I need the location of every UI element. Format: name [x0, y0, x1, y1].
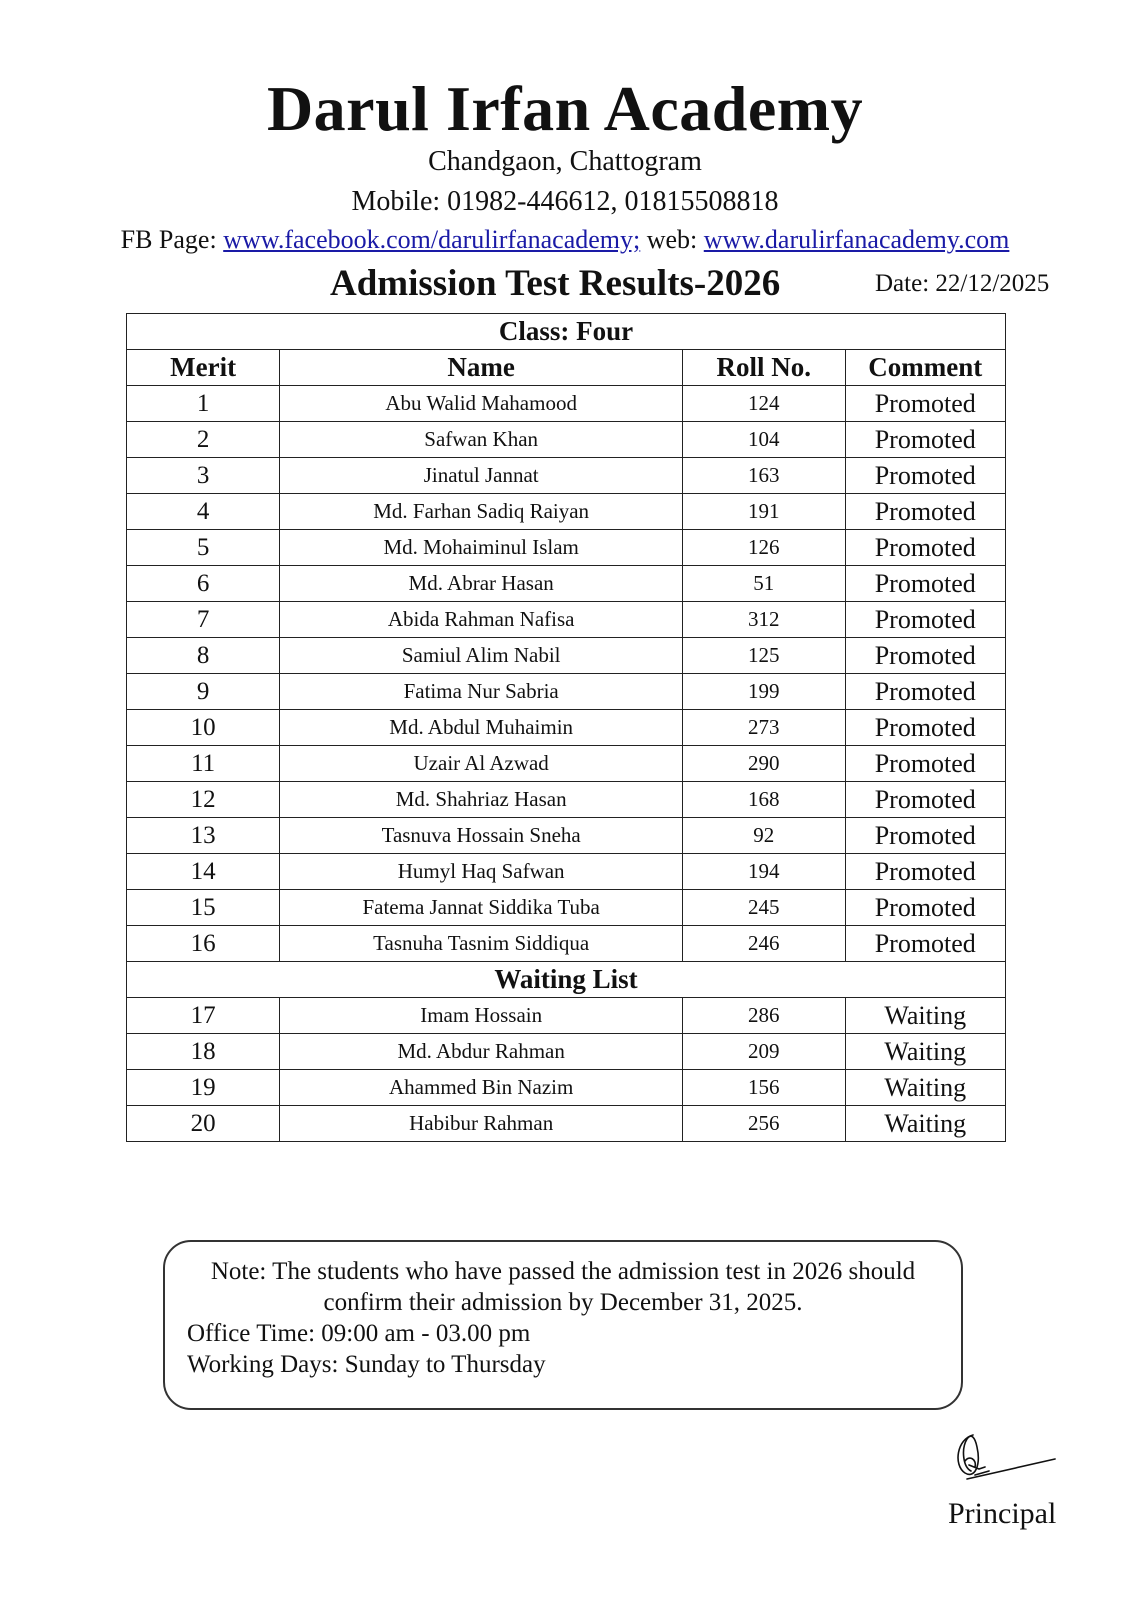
comment-cell: Waiting	[845, 1106, 1005, 1142]
signature-icon	[945, 1425, 1065, 1495]
notice-box	[163, 1240, 963, 1410]
roll-cell: 104	[683, 422, 846, 458]
column-header-merit: Merit	[127, 350, 280, 386]
name-cell: Md. Farhan Sadiq Raiyan	[280, 494, 683, 530]
name-cell: Tasnuva Hossain Sneha	[280, 818, 683, 854]
comment-cell: Promoted	[845, 602, 1005, 638]
name-cell: Habibur Rahman	[280, 1106, 683, 1142]
web-label: web:	[640, 225, 704, 254]
name-cell: Safwan Khan	[280, 422, 683, 458]
column-header-name: Name	[280, 350, 683, 386]
roll-cell: 256	[683, 1106, 846, 1142]
comment-cell: Waiting	[845, 1034, 1005, 1070]
roll-cell: 312	[683, 602, 846, 638]
results-table	[126, 313, 1006, 1142]
merit-cell: 13	[127, 818, 280, 854]
fb-label: FB Page:	[120, 225, 224, 254]
comment-cell: Promoted	[845, 710, 1005, 746]
column-header-comment: Comment	[845, 350, 1005, 386]
table-row	[127, 782, 1006, 818]
roll-cell: 209	[683, 1034, 846, 1070]
name-cell: Imam Hossain	[280, 998, 683, 1034]
table-row	[127, 458, 1006, 494]
table-row	[127, 386, 1006, 422]
name-cell: Md. Abrar Hasan	[280, 566, 683, 602]
roll-cell: 125	[683, 638, 846, 674]
roll-cell: 92	[683, 818, 846, 854]
comment-cell: Promoted	[845, 818, 1005, 854]
results-heading: Admission Test Results-2026	[330, 263, 781, 304]
comment-cell: Promoted	[845, 890, 1005, 926]
table-row	[127, 638, 1006, 674]
merit-cell: 7	[127, 602, 280, 638]
table-row	[127, 710, 1006, 746]
roll-cell: 191	[683, 494, 846, 530]
table-row	[127, 1034, 1006, 1070]
roll-cell: 124	[683, 386, 846, 422]
roll-cell: 286	[683, 998, 846, 1034]
header-row	[127, 350, 1006, 386]
table-row	[127, 566, 1006, 602]
name-cell: Ahammed Bin Nazim	[280, 1070, 683, 1106]
merit-cell: 4	[127, 494, 280, 530]
comment-cell: Promoted	[845, 638, 1005, 674]
comment-cell: Promoted	[845, 422, 1005, 458]
comment-cell: Promoted	[845, 386, 1005, 422]
merit-cell: 15	[127, 890, 280, 926]
table-row	[127, 530, 1006, 566]
table-row	[127, 746, 1006, 782]
merit-cell: 10	[127, 710, 280, 746]
merit-cell: 18	[127, 1034, 280, 1070]
roll-cell: 51	[683, 566, 846, 602]
name-cell: Tasnuha Tasnim Siddiqua	[280, 926, 683, 962]
roll-cell: 194	[683, 854, 846, 890]
roll-cell: 246	[683, 926, 846, 962]
comment-cell: Promoted	[845, 926, 1005, 962]
table-row	[127, 998, 1006, 1034]
merit-cell: 1	[127, 386, 280, 422]
class-title: Class: Four	[127, 314, 1006, 350]
merit-cell: 17	[127, 998, 280, 1034]
table-row	[127, 422, 1006, 458]
notice-line-1: Note: The students who have passed the admission test in 2026 should	[210, 1258, 916, 1285]
comment-cell: Waiting	[845, 998, 1005, 1034]
table-row	[127, 854, 1006, 890]
comment-cell: Promoted	[845, 566, 1005, 602]
table-row	[127, 1070, 1006, 1106]
name-cell: Md. Shahriaz Hasan	[280, 782, 683, 818]
table-row	[127, 494, 1006, 530]
name-cell: Humyl Haq Safwan	[280, 854, 683, 890]
name-cell: Jinatul Jannat	[280, 458, 683, 494]
office-time: Office Time: 09:00 am - 03.00 pm	[187, 1320, 531, 1347]
merit-cell: 3	[127, 458, 280, 494]
comment-cell: Promoted	[845, 674, 1005, 710]
name-cell: Fatima Nur Sabria	[280, 674, 683, 710]
comment-cell: Promoted	[845, 746, 1005, 782]
table-row	[127, 602, 1006, 638]
institution-title: Darul Irfan Academy	[266, 73, 864, 144]
comment-cell: Promoted	[845, 530, 1005, 566]
roll-cell: 245	[683, 890, 846, 926]
table-row	[127, 1106, 1006, 1142]
roll-cell: 199	[683, 674, 846, 710]
waiting-list-title: Waiting List	[127, 962, 1006, 998]
column-header-roll: Roll No.	[683, 350, 846, 386]
comment-cell: Promoted	[845, 854, 1005, 890]
working-days: Working Days: Sunday to Thursday	[187, 1351, 546, 1378]
merit-cell: 5	[127, 530, 280, 566]
comment-cell: Promoted	[845, 458, 1005, 494]
roll-cell: 273	[683, 710, 846, 746]
contact-mobile: Mobile: 01982-446612, 01815508818	[351, 186, 779, 217]
name-cell: Samiul Alim Nabil	[280, 638, 683, 674]
merit-cell: 20	[127, 1106, 280, 1142]
class-title-row	[127, 314, 1006, 350]
name-cell: Uzair Al Azwad	[280, 746, 683, 782]
merit-cell: 2	[127, 422, 280, 458]
roll-cell: 156	[683, 1070, 846, 1106]
merit-cell: 11	[127, 746, 280, 782]
roll-cell: 163	[683, 458, 846, 494]
comment-cell: Waiting	[845, 1070, 1005, 1106]
merit-cell: 6	[127, 566, 280, 602]
table-row	[127, 818, 1006, 854]
institution-address: Chandgaon, Chattogram	[428, 146, 702, 177]
website-link[interactable]: www.darulirfanacademy.com	[703, 225, 1010, 254]
comment-cell: Promoted	[845, 494, 1005, 530]
table-row	[127, 674, 1006, 710]
comment-cell: Promoted	[845, 782, 1005, 818]
notice-line-2: confirm their admission by December 31, 2025.	[323, 1289, 803, 1316]
roll-cell: 290	[683, 746, 846, 782]
name-cell: Md. Abdul Muhaimin	[280, 710, 683, 746]
name-cell: Md. Abdur Rahman	[280, 1034, 683, 1070]
name-cell: Abida Rahman Nafisa	[280, 602, 683, 638]
facebook-link[interactable]: www.facebook.com/darulirfanacademy;	[223, 225, 641, 254]
name-cell: Md. Mohaiminul Islam	[280, 530, 683, 566]
publish-date: Date: 22/12/2025	[875, 270, 1050, 297]
merit-cell: 19	[127, 1070, 280, 1106]
merit-cell: 14	[127, 854, 280, 890]
merit-cell: 8	[127, 638, 280, 674]
waiting-list-row	[127, 962, 1006, 998]
name-cell: Fatema Jannat Siddika Tuba	[280, 890, 683, 926]
table-row	[127, 926, 1006, 962]
roll-cell: 126	[683, 530, 846, 566]
contact-links	[0, 225, 1130, 255]
signatory-title: Principal	[948, 1497, 1057, 1530]
table-row	[127, 890, 1006, 926]
merit-cell: 16	[127, 926, 280, 962]
roll-cell: 168	[683, 782, 846, 818]
merit-cell: 9	[127, 674, 280, 710]
merit-cell: 12	[127, 782, 280, 818]
name-cell: Abu Walid Mahamood	[280, 386, 683, 422]
